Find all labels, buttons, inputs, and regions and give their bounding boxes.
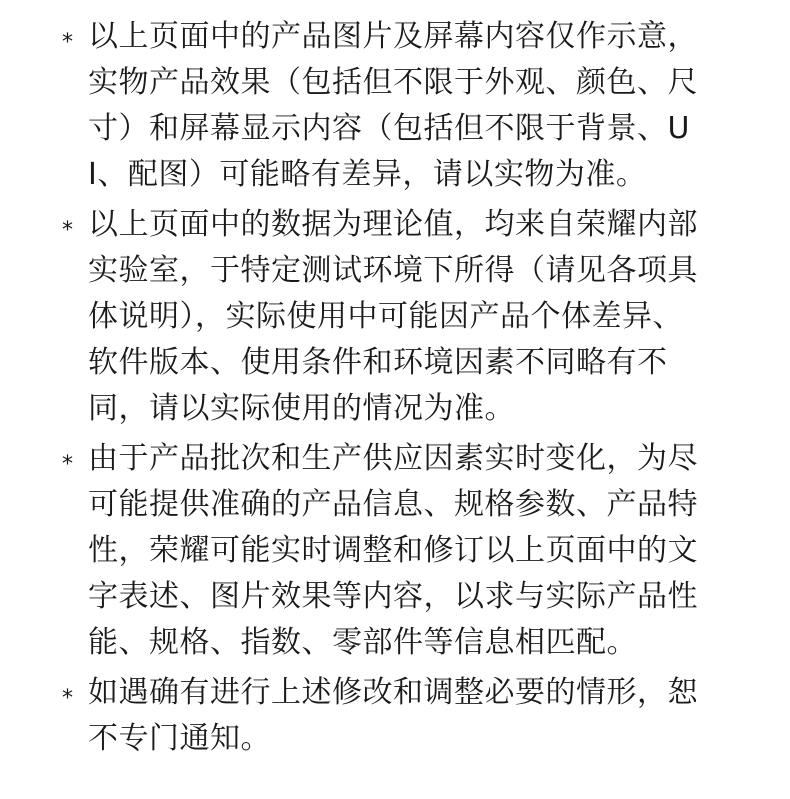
disclaimer-item (62, 202, 712, 432)
asterisk-bullet: * (62, 686, 73, 711)
disclaimer-text: 由于产品批次和生产供应因素实时变化，为尽可能提供准确的产品信息、规格参数、产品特性，荣耀可能实时调整和修订以上页面中的文字表述、图片效果等内容，以求与实际产品性能、规格、指数、零部件等信息相匹配。 (88, 441, 698, 660)
disclaimer-text: 如遇确有进行上述修改和调整必要的情形，恕不专门通知。 (88, 675, 698, 756)
disclaimer-item (62, 436, 712, 666)
asterisk-bullet: * (62, 452, 73, 477)
asterisk-bullet: * (62, 30, 73, 55)
asterisk-bullet: * (62, 218, 73, 243)
disclaimer-list (62, 14, 712, 766)
disclaimer-text: 以上页面中的产品图片及屏幕内容仅作示意，实物产品效果（包括但不限于外观、颜色、尺寸）和屏幕显示内容（包括但不限于背景、UI、配图）可能略有差异，请以实物为准。 (88, 19, 698, 192)
disclaimer-item (62, 670, 712, 762)
disclaimer-text: 以上页面中的数据为理论值，均来自荣耀内部实验室，于特定测试环境下所得（请见各项具体说明），实际使用中可能因产品个体差异、软件版本、使用条件和环境因素不同略有不同，请以实际使用的情况为准。 (88, 207, 698, 426)
disclaimer-item (62, 14, 712, 198)
